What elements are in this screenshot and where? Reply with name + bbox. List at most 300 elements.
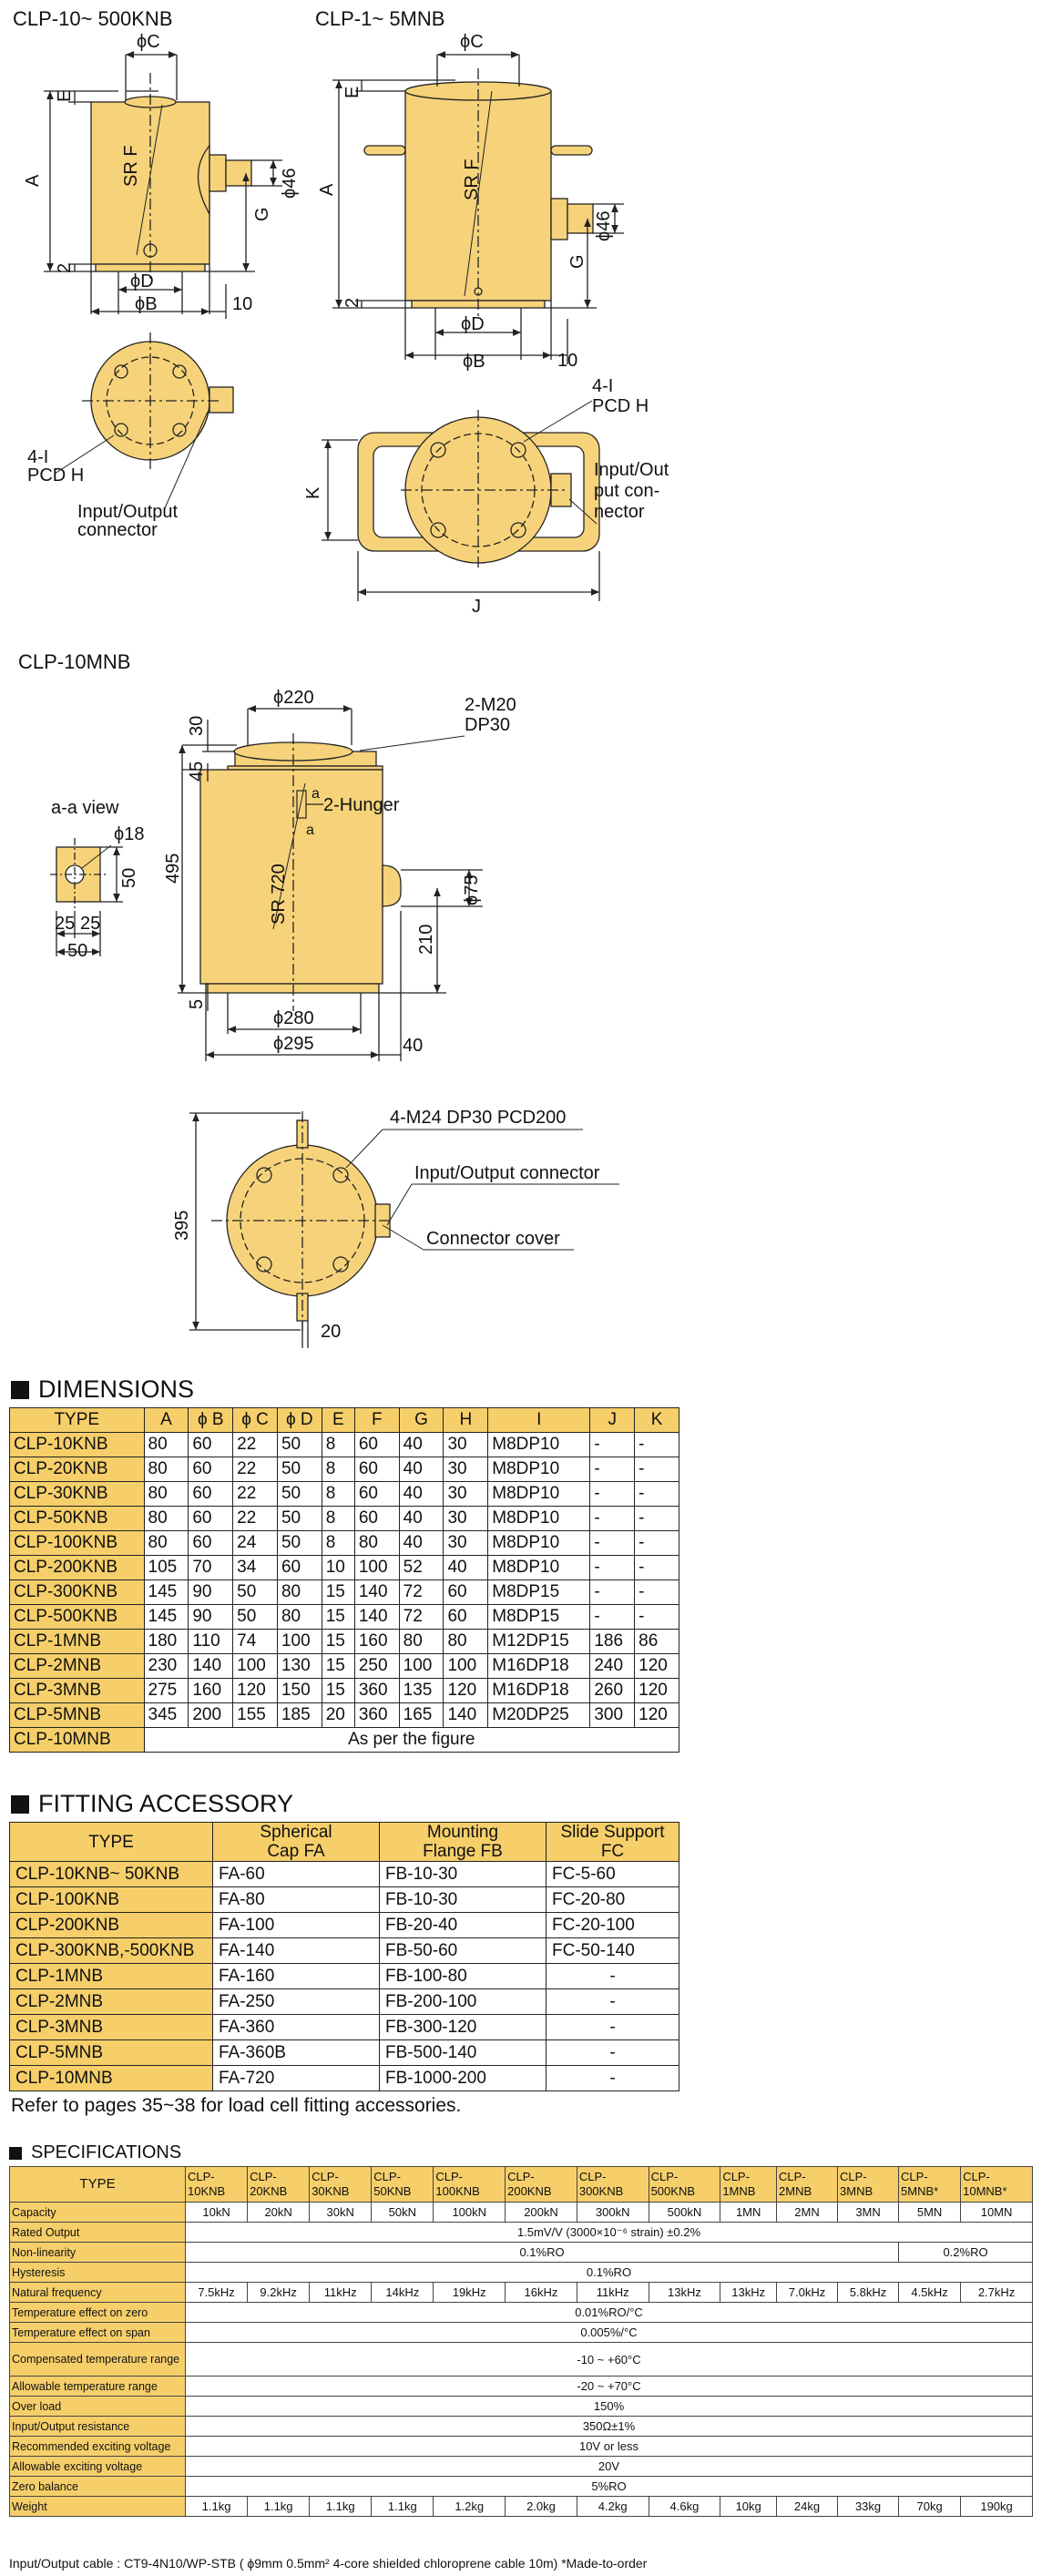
dim-value-cell: 360	[354, 1679, 399, 1703]
acc-value-cell: -	[547, 1989, 679, 2015]
dim-value-cell: 165	[399, 1703, 444, 1728]
table-row	[10, 1556, 679, 1580]
acc-value-cell: FA-360B	[213, 2040, 380, 2066]
spec-header-type: TYPE	[10, 2167, 186, 2203]
dim-value-cell: 60	[277, 1556, 322, 1580]
model-suffix: 2MNB	[779, 2184, 812, 2198]
label-a-srf: SR F	[121, 145, 141, 187]
dim-type-cell: CLP-30KNB	[10, 1482, 145, 1507]
dim-value-cell: M16DP18	[488, 1654, 590, 1679]
dim-value-cell: 60	[189, 1507, 233, 1531]
spec-value: 1.1kg	[248, 2497, 310, 2517]
acc-value-cell: -	[547, 2015, 679, 2040]
spec-label: Input/Output resistance	[10, 2417, 186, 2437]
acc-value-cell: FB-50-60	[380, 1938, 547, 1964]
dim-header-cell: F	[354, 1408, 399, 1433]
label-c-m20-1: 2-M20	[465, 695, 516, 715]
table-row	[10, 2303, 1033, 2323]
acc-header-type: TYPE	[10, 1823, 213, 1862]
acc-type-cell: CLP-2MNB	[10, 1989, 213, 2015]
label-a-phi46: ϕ46	[280, 168, 300, 199]
label-b-holes-2: PCD H	[592, 396, 649, 416]
dim-type-cell: CLP-500KNB	[10, 1605, 145, 1630]
dim-value-cell: 40	[399, 1482, 444, 1507]
dim-value-cell: M8DP10	[488, 1457, 590, 1482]
spec-value: 7.5kHz	[186, 2283, 248, 2303]
label-a-holes-2: PCD H	[27, 465, 85, 486]
dim-value-cell: 24	[233, 1531, 278, 1556]
dim-value-cell: -	[635, 1507, 679, 1531]
dim-value-cell: 200	[189, 1703, 233, 1728]
table-row	[10, 1728, 679, 1753]
acc-value-cell: FA-720	[213, 2066, 380, 2091]
table-row	[10, 1457, 679, 1482]
dim-header-cell: G	[399, 1408, 444, 1433]
dim-value-cell: M8DP10	[488, 1433, 590, 1457]
dim-value-cell: 60	[189, 1482, 233, 1507]
dim-value-cell: 120	[444, 1679, 488, 1703]
dim-value-cell: 50	[277, 1433, 322, 1457]
acc-value-cell: FB-20-40	[380, 1913, 547, 1938]
label-c-495: 495	[163, 853, 183, 884]
model-prefix: CLP-	[373, 2170, 401, 2183]
label-c-20: 20	[321, 1322, 342, 1342]
spec-value: 10kN	[186, 2203, 248, 2223]
dim-value-cell: 100	[399, 1654, 444, 1679]
dim-value-cell: 22	[233, 1482, 278, 1507]
table-row	[10, 2437, 1033, 2457]
dim-value-cell: 15	[322, 1654, 354, 1679]
label-c-phi220: ϕ220	[273, 688, 314, 708]
label-a-phi-b: ϕB	[135, 294, 158, 314]
accessory-note: Refer to pages 35~38 for load cell fitting accessories.	[11, 2095, 462, 2116]
label-b-conn-3: nector	[594, 502, 645, 522]
label-c-25a: 25	[55, 914, 76, 934]
dim-header-cell: ϕ D	[277, 1408, 322, 1433]
dim-value-cell: M16DP18	[488, 1679, 590, 1703]
label-b-phi46: ϕ46	[594, 210, 614, 241]
label-c-210: 210	[416, 924, 436, 955]
model-suffix: 1MNB	[722, 2184, 756, 2198]
spec-header-model	[506, 2167, 577, 2203]
label-a-phi-c: ϕC	[137, 32, 160, 52]
dim-value-cell: 15	[322, 1605, 354, 1630]
label-a-phi-d: ϕD	[130, 271, 154, 291]
acc-value-cell: -	[547, 2040, 679, 2066]
label-b-j: J	[472, 597, 481, 617]
spec-value: 3MN	[838, 2203, 899, 2223]
acc-value-cell: FC-50-140	[547, 1938, 679, 1964]
dim-header-cell: ϕ B	[189, 1408, 233, 1433]
dim-header-cell: H	[444, 1408, 488, 1433]
spec-value: 1.2kg	[434, 2497, 506, 2517]
spec-value: 1.1kg	[310, 2497, 372, 2517]
dim-value-cell: 100	[444, 1654, 488, 1679]
dim-value-cell: 60	[189, 1457, 233, 1482]
dim-value-cell: 50	[277, 1507, 322, 1531]
dim-value-cell: 60	[354, 1482, 399, 1507]
spec-value: 10V or less	[186, 2437, 1033, 2457]
drawing-title-b: CLP-1~ 5MNB	[315, 7, 445, 30]
dim-value-cell: M20DP25	[488, 1703, 590, 1728]
dim-type-cell: CLP-50KNB	[10, 1507, 145, 1531]
dim-value-cell: 40	[444, 1556, 488, 1580]
dim-value-cell: 70	[189, 1556, 233, 1580]
acc-value-cell: FA-250	[213, 1989, 380, 2015]
dim-type-cell: CLP-200KNB	[10, 1556, 145, 1580]
label-c-395: 395	[172, 1210, 192, 1241]
dim-value-cell: 60	[354, 1507, 399, 1531]
dim-value-cell: -	[590, 1556, 635, 1580]
dim-value-cell: 8	[322, 1531, 354, 1556]
label-a-conn-2: connector	[77, 520, 158, 540]
dim-value-cell: 185	[277, 1703, 322, 1728]
dim-value-cell: -	[590, 1433, 635, 1457]
table-row	[10, 1433, 679, 1457]
dim-type-cell: CLP-1MNB	[10, 1630, 145, 1654]
label-c-50h: 50	[67, 941, 88, 961]
spec-value: 50kN	[372, 2203, 434, 2223]
spec-label: Temperature effect on span	[10, 2323, 186, 2343]
dim-value-cell: 8	[322, 1507, 354, 1531]
dim-value-cell: 100	[233, 1654, 278, 1679]
dim-value-cell: 80	[354, 1531, 399, 1556]
spec-value: 0.2%RO	[899, 2243, 1033, 2263]
spec-value: 1.1kg	[186, 2497, 248, 2517]
dim-value-cell: 120	[233, 1679, 278, 1703]
spec-value: 500kN	[649, 2203, 720, 2223]
dim-value-cell: 50	[233, 1580, 278, 1605]
dim-value-cell: 40	[399, 1507, 444, 1531]
model-prefix: CLP-	[901, 2170, 928, 2183]
dim-value-cell: 100	[354, 1556, 399, 1580]
table-row	[10, 1580, 679, 1605]
acc-value-cell: FB-200-100	[380, 1989, 547, 2015]
dim-value-cell: 140	[444, 1703, 488, 1728]
dimensions-table	[9, 1407, 679, 1753]
label-c-a1: a	[312, 786, 320, 802]
label-b-phi-b: ϕB	[463, 352, 485, 372]
dim-header-cell: TYPE	[10, 1408, 145, 1433]
dim-value-cell: 60	[444, 1605, 488, 1630]
spec-value: 0.01%RO/°C	[186, 2303, 1033, 2323]
spec-header-model	[248, 2167, 310, 2203]
model-suffix: 30KNB	[312, 2184, 350, 2198]
table-row	[10, 1507, 679, 1531]
spec-value: 2.0kg	[506, 2497, 577, 2517]
spec-header-model	[720, 2167, 777, 2203]
label-c-40: 40	[403, 1036, 424, 1056]
dim-value-cell: 140	[354, 1605, 399, 1630]
spec-value: 13kHz	[649, 2283, 720, 2303]
label-a-2: 2	[55, 262, 75, 273]
spec-label: Non-linearity	[10, 2243, 186, 2263]
dim-value-cell: 15	[322, 1630, 354, 1654]
label-b-conn-1: Input/Out	[594, 460, 669, 480]
table-row	[10, 2223, 1033, 2243]
dim-value-cell: 15	[322, 1580, 354, 1605]
spec-value: 10MN	[961, 2203, 1033, 2223]
model-prefix: CLP-	[435, 2170, 463, 2183]
spec-value: 1.1kg	[372, 2497, 434, 2517]
dim-value-cell: 300	[590, 1703, 635, 1728]
dim-value-cell: 120	[635, 1679, 679, 1703]
spec-value: 7.0kHz	[777, 2283, 838, 2303]
label-a-holes-1: 4-I	[27, 447, 49, 467]
drawing-c-side-view	[178, 709, 483, 1061]
dim-value-cell: 145	[144, 1605, 189, 1630]
dim-value-cell: M8DP15	[488, 1580, 590, 1605]
table-row	[10, 2066, 679, 2091]
dim-value-cell: 30	[444, 1433, 488, 1457]
label-b-holes-1: 4-I	[592, 376, 614, 396]
label-c-5: 5	[187, 998, 207, 1009]
dim-type-cell: CLP-2MNB	[10, 1654, 145, 1679]
dim-value-cell: 8	[322, 1482, 354, 1507]
dim-value-cell: 240	[590, 1654, 635, 1679]
label-a-g: G	[252, 207, 272, 221]
drawing-a-side-view	[44, 55, 282, 319]
spec-value: 100kN	[434, 2203, 506, 2223]
label-c-50v: 50	[119, 867, 139, 888]
dim-value-cell: 52	[399, 1556, 444, 1580]
model-prefix: CLP-	[650, 2170, 679, 2183]
acc-type-cell: CLP-10KNB~ 50KNB	[10, 1862, 213, 1887]
spec-label: Hysteresis	[10, 2263, 186, 2283]
label-b-k: K	[303, 486, 323, 499]
dim-type-cell: CLP-5MNB	[10, 1703, 145, 1728]
model-suffix: 10KNB	[188, 2184, 226, 2198]
table-row	[10, 2397, 1033, 2417]
dim-value-cell: 130	[277, 1654, 322, 1679]
dim-value-cell: 260	[590, 1679, 635, 1703]
dim-value-cell: 105	[144, 1556, 189, 1580]
dim-value-cell: 22	[233, 1433, 278, 1457]
table-row	[10, 1605, 679, 1630]
model-prefix: CLP-	[722, 2170, 750, 2183]
model-prefix: CLP-	[250, 2170, 277, 2183]
spec-value: 4.6kg	[649, 2497, 720, 2517]
dim-value-cell: 50	[277, 1457, 322, 1482]
spec-header-model	[777, 2167, 838, 2203]
acc-type-cell: CLP-3MNB	[10, 2015, 213, 2040]
dim-value-cell: 145	[144, 1580, 189, 1605]
heading-square-icon	[9, 2147, 22, 2160]
model-prefix: CLP-	[779, 2170, 806, 2183]
dimensions-title: DIMENSIONS	[38, 1375, 195, 1403]
acc-value-cell: FC-5-60	[547, 1862, 679, 1887]
spec-value: 0.005%/°C	[186, 2323, 1033, 2343]
dim-value-cell: 360	[354, 1703, 399, 1728]
table-row	[10, 1887, 679, 1913]
dim-value-cell: -	[590, 1605, 635, 1630]
table-row	[10, 1654, 679, 1679]
dim-value-cell: -	[590, 1580, 635, 1605]
dim-value-cell: 80	[444, 1630, 488, 1654]
dim-value-cell: -	[635, 1531, 679, 1556]
dim-value-cell: 8	[322, 1433, 354, 1457]
dim-value-cell: 230	[144, 1654, 189, 1679]
model-prefix: CLP-	[840, 2170, 867, 2183]
model-prefix: CLP-	[578, 2170, 607, 2183]
table-row	[10, 2323, 1033, 2343]
spec-value: 14kHz	[372, 2283, 434, 2303]
model-suffix: 10MNB*	[963, 2184, 1007, 2198]
acc-value-cell: FB-100-80	[380, 1964, 547, 1989]
spec-value: 4.2kg	[577, 2497, 649, 2517]
dim-value-cell: 120	[635, 1703, 679, 1728]
label-b-e: E	[342, 86, 363, 98]
label-c-io-conn: Input/Output connector	[414, 1163, 600, 1183]
spec-header-model	[649, 2167, 720, 2203]
dim-value-cell: 250	[354, 1654, 399, 1679]
table-row	[10, 1989, 679, 2015]
label-c-m24: 4-M24 DP30 PCD200	[390, 1108, 567, 1128]
acc-value-cell: FB-10-30	[380, 1887, 547, 1913]
spec-value: -10 ~ +60°C	[186, 2343, 1033, 2377]
spec-value: 5%RO	[186, 2477, 1033, 2497]
dim-header-cell: J	[590, 1408, 635, 1433]
spec-label: Weight	[10, 2497, 186, 2517]
acc-value-cell: -	[547, 1964, 679, 1989]
label-b-a: A	[317, 183, 337, 196]
dim-value-cell: 80	[144, 1433, 189, 1457]
spec-value: 70kg	[899, 2497, 961, 2517]
label-b-phi-d: ϕD	[461, 314, 485, 334]
dim-value-cell: 74	[233, 1630, 278, 1654]
spec-value: 33kg	[838, 2497, 899, 2517]
dim-value-cell: M8DP10	[488, 1507, 590, 1531]
table-row	[10, 2040, 679, 2066]
dim-value-cell: M8DP10	[488, 1531, 590, 1556]
dim-value-cell: 90	[189, 1605, 233, 1630]
dim-value-cell: 22	[233, 1507, 278, 1531]
dim-value-cell: M8DP10	[488, 1556, 590, 1580]
spec-label: Allowable temperature range	[10, 2377, 186, 2397]
dim-value-cell: 150	[277, 1679, 322, 1703]
model-suffix: 3MNB	[840, 2184, 873, 2198]
spec-value: 150%	[186, 2397, 1033, 2417]
dim-value-cell: -	[635, 1605, 679, 1630]
dim-value-cell: 20	[322, 1703, 354, 1728]
acc-value-cell: FC-20-100	[547, 1913, 679, 1938]
label-a-conn-1: Input/Output	[77, 502, 179, 522]
dim-value-cell: 60	[189, 1433, 233, 1457]
label-b-2: 2	[342, 297, 363, 308]
acc-type-cell: CLP-5MNB	[10, 2040, 213, 2066]
specifications-title: SPECIFICATIONS	[31, 2142, 182, 2162]
dim-value-cell: M8DP10	[488, 1482, 590, 1507]
dim-type-cell: CLP-10KNB	[10, 1433, 145, 1457]
spec-header-model	[310, 2167, 372, 2203]
spec-value: 0.1%RO	[186, 2263, 1033, 2283]
label-b-g: G	[567, 254, 587, 269]
spec-value: 11kHz	[577, 2283, 649, 2303]
dim-value-cell: 34	[233, 1556, 278, 1580]
acc-value-cell: FA-100	[213, 1913, 380, 1938]
drawing-title-a: CLP-10~ 500KNB	[13, 7, 173, 30]
model-prefix: CLP-	[507, 2170, 535, 2183]
dim-value-cell: 40	[399, 1457, 444, 1482]
table-row	[10, 1630, 679, 1654]
table-row	[10, 1913, 679, 1938]
acc-value-cell: FB-1000-200	[380, 2066, 547, 2091]
spec-value: 16kHz	[506, 2283, 577, 2303]
acc-header-flange: Mounting Flange FB	[380, 1823, 547, 1862]
dim-value-cell: 140	[189, 1654, 233, 1679]
model-prefix: CLP-	[188, 2170, 215, 2183]
label-a-e: E	[55, 89, 75, 102]
spec-label: Recommended exciting voltage	[10, 2437, 186, 2457]
drawing-title-c: CLP-10MNB	[18, 650, 131, 673]
dim-value-cell: 120	[635, 1654, 679, 1679]
acc-type-cell: CLP-100KNB	[10, 1887, 213, 1913]
spec-value: 24kg	[777, 2497, 838, 2517]
label-c-aa-view: a-a view	[51, 798, 119, 818]
accessory-title: FITTING ACCESSORY	[38, 1790, 294, 1817]
dim-value-cell: 30	[444, 1531, 488, 1556]
label-c-25b: 25	[80, 914, 101, 934]
label-c-45: 45	[187, 761, 207, 782]
table-row	[10, 2497, 1033, 2517]
dim-value-cell: 80	[277, 1605, 322, 1630]
spec-value: 10kg	[720, 2497, 777, 2517]
dim-value-cell: 60	[354, 1457, 399, 1482]
dim-value-cell: 140	[354, 1580, 399, 1605]
model-suffix: 200KNB	[507, 2184, 552, 2198]
label-c-a2: a	[306, 823, 314, 838]
dim-value-cell: 50	[277, 1482, 322, 1507]
acc-value-cell: FB-300-120	[380, 2015, 547, 2040]
spec-header-model	[838, 2167, 899, 2203]
table-row	[10, 2243, 1033, 2263]
label-b-phi-c: ϕC	[460, 32, 484, 52]
dim-type-cell: CLP-20KNB	[10, 1457, 145, 1482]
dim-value-cell: -	[590, 1482, 635, 1507]
label-c-phi18: ϕ18	[114, 824, 145, 844]
spec-label: Rated Output	[10, 2223, 186, 2243]
spec-value: 0.1%RO	[186, 2243, 899, 2263]
acc-value-cell: FA-140	[213, 1938, 380, 1964]
dim-value-cell: -	[635, 1580, 679, 1605]
dim-value-cell: -	[635, 1433, 679, 1457]
table-row	[10, 1938, 679, 1964]
model-suffix: 5MNB*	[901, 2184, 939, 2198]
specifications-table	[9, 2166, 1033, 2517]
accessory-heading	[11, 1790, 293, 1818]
spec-label: Capacity	[10, 2203, 186, 2223]
spec-label: Over load	[10, 2397, 186, 2417]
dim-value-cell: 50	[233, 1605, 278, 1630]
dim-value-cell: 80	[144, 1457, 189, 1482]
label-c-phi280: ϕ280	[273, 1008, 314, 1028]
acc-value-cell: -	[547, 2066, 679, 2091]
dim-note-cell: As per the figure	[144, 1728, 679, 1753]
table-row	[10, 2283, 1033, 2303]
table-row	[10, 2203, 1033, 2223]
spec-value: 200kN	[506, 2203, 577, 2223]
dim-value-cell: 60	[189, 1531, 233, 1556]
spec-value: 300kN	[577, 2203, 649, 2223]
label-c-30: 30	[187, 715, 207, 736]
dim-value-cell: 160	[189, 1679, 233, 1703]
dim-value-cell: 30	[444, 1507, 488, 1531]
model-suffix: 300KNB	[578, 2184, 624, 2198]
dim-value-cell: M12DP15	[488, 1630, 590, 1654]
spec-value: 1MN	[720, 2203, 777, 2223]
dim-header-cell: E	[322, 1408, 354, 1433]
dim-header-cell: I	[488, 1408, 590, 1433]
